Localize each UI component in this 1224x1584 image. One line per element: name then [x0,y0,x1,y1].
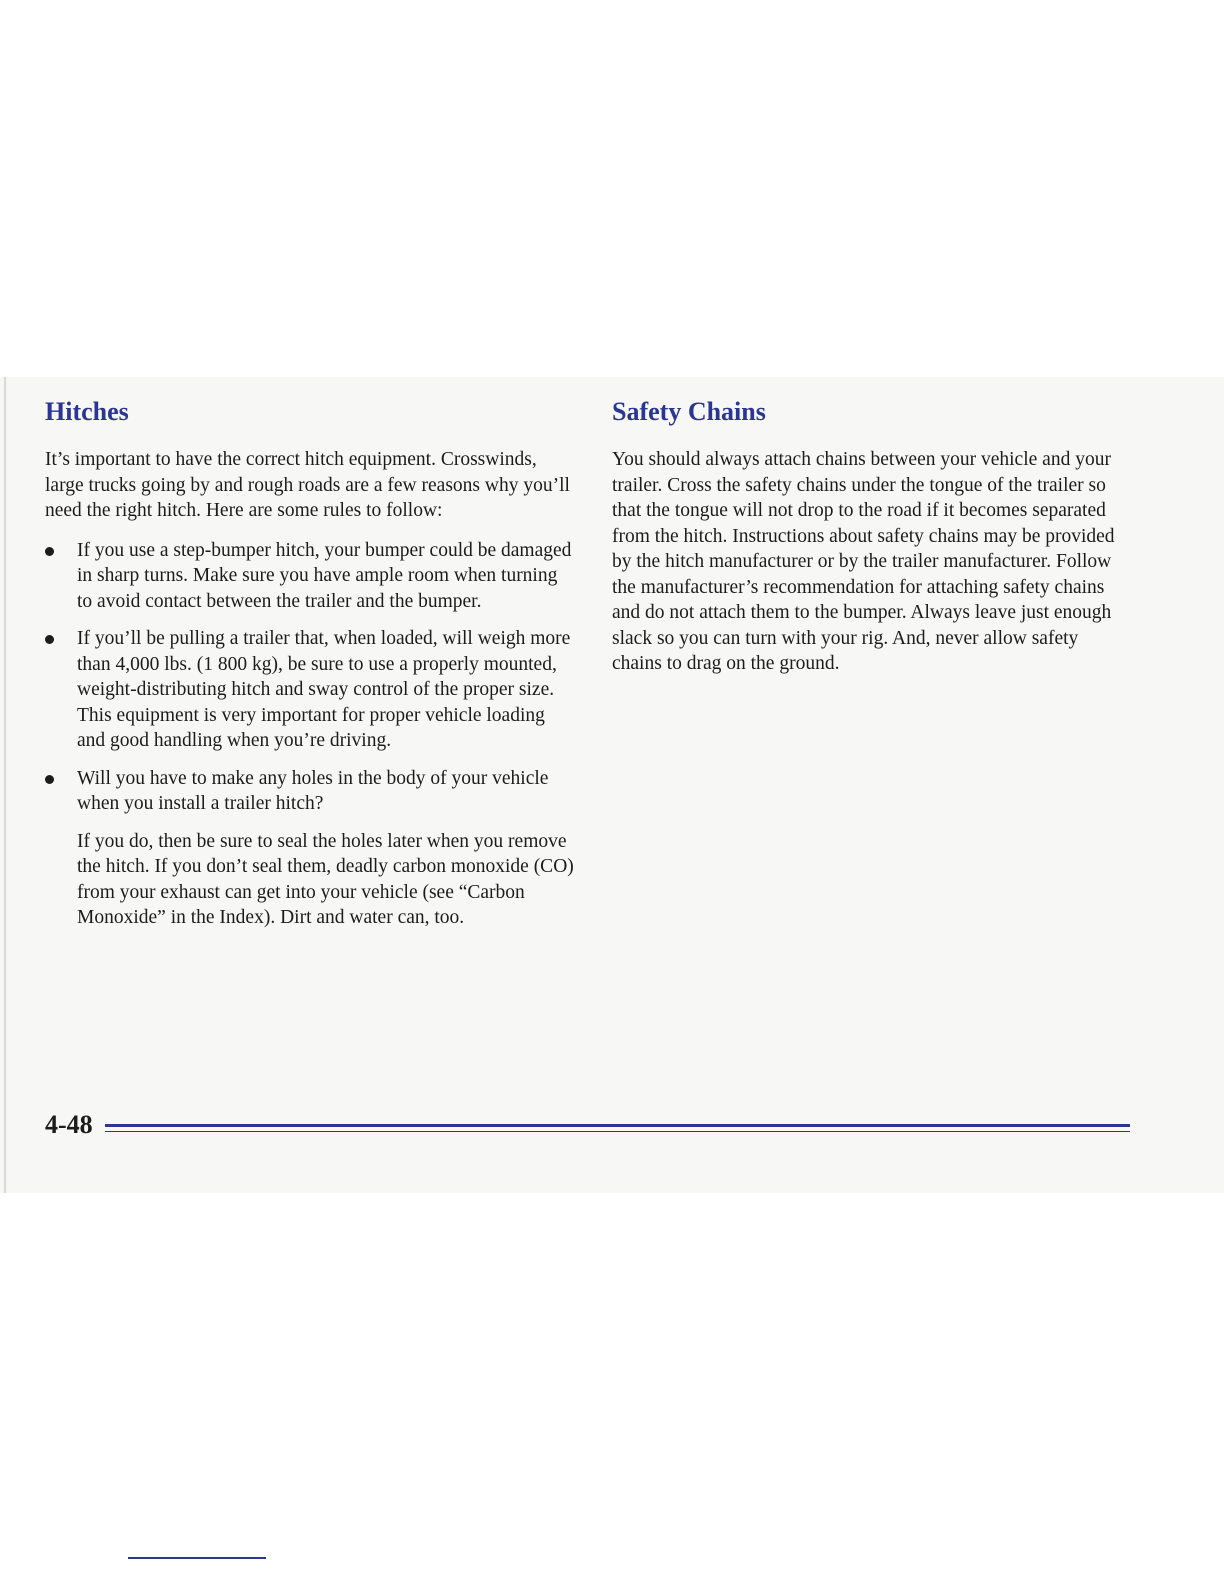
list-item [45,538,575,615]
hitches-rules-list [45,538,575,931]
list-item [45,626,575,754]
bullet-icon [45,775,54,784]
bullet-icon [45,635,54,644]
hitches-section [45,396,575,943]
page-footer [45,1110,1130,1150]
hitches-intro: It’s important to have the correct hitch equipment. Crosswinds, large trucks going by and rough roads are a few reasons why you’ll need the right hitch. Here are some rules to follow: [45,449,570,522]
bottom-divider [128,1557,266,1559]
list-item-text: If you use a step-bumper hitch, your bumper could be damaged in sharp turns. Make sure you have ample room when turning to avoid contact between the trailer and the bumper. [77,539,572,612]
footer-rule-thin [105,1131,1130,1132]
footer-rule-thick [105,1124,1130,1127]
safety-chains-heading: Safety Chains [612,397,766,426]
bullet-icon [45,547,54,556]
hitches-heading: Hitches [45,397,129,426]
list-item-followup: If you do, then be sure to seal the holes later when you remove the hitch. If you don’t seal them, deadly carbon monoxide (CO) from your exhaust can get into your vehicle (see “Carbon Monoxide” in the Index). Dirt and water can, too. [77,830,574,929]
safety-chains-body: You should always attach chains between your vehicle and your trailer. Cross the safety chains under the tongue of the trailer so that the tongue will not drop to the road if it becomes separated from the hitch. Instructions about safety chains may be provided by the hitch manufacturer or by the trailer manufacturer. Follow the manufacturer’s recommendation for attaching safety chains and do not attach them to the bumper. Always leave just enough slack so you can turn with your rig. And, never allow safety chains to drag on the ground. [612,449,1115,675]
page-edge [4,377,6,1193]
page-number: 4-48 [45,1110,93,1139]
safety-chains-section [612,396,1132,677]
list-item-text: Will you have to make any holes in the body of your vehicle when you install a trailer hitch? [77,767,549,815]
list-item [45,766,575,931]
list-item-text: If you’ll be pulling a trailer that, when loaded, will weigh more than 4,000 lbs. (1 800 kg), be sure to use a properly mounted, weight-distributing hitch and sway control of the proper size. This equipment is very important for proper vehicle loading and good handling when you’re driving. [77,628,571,752]
